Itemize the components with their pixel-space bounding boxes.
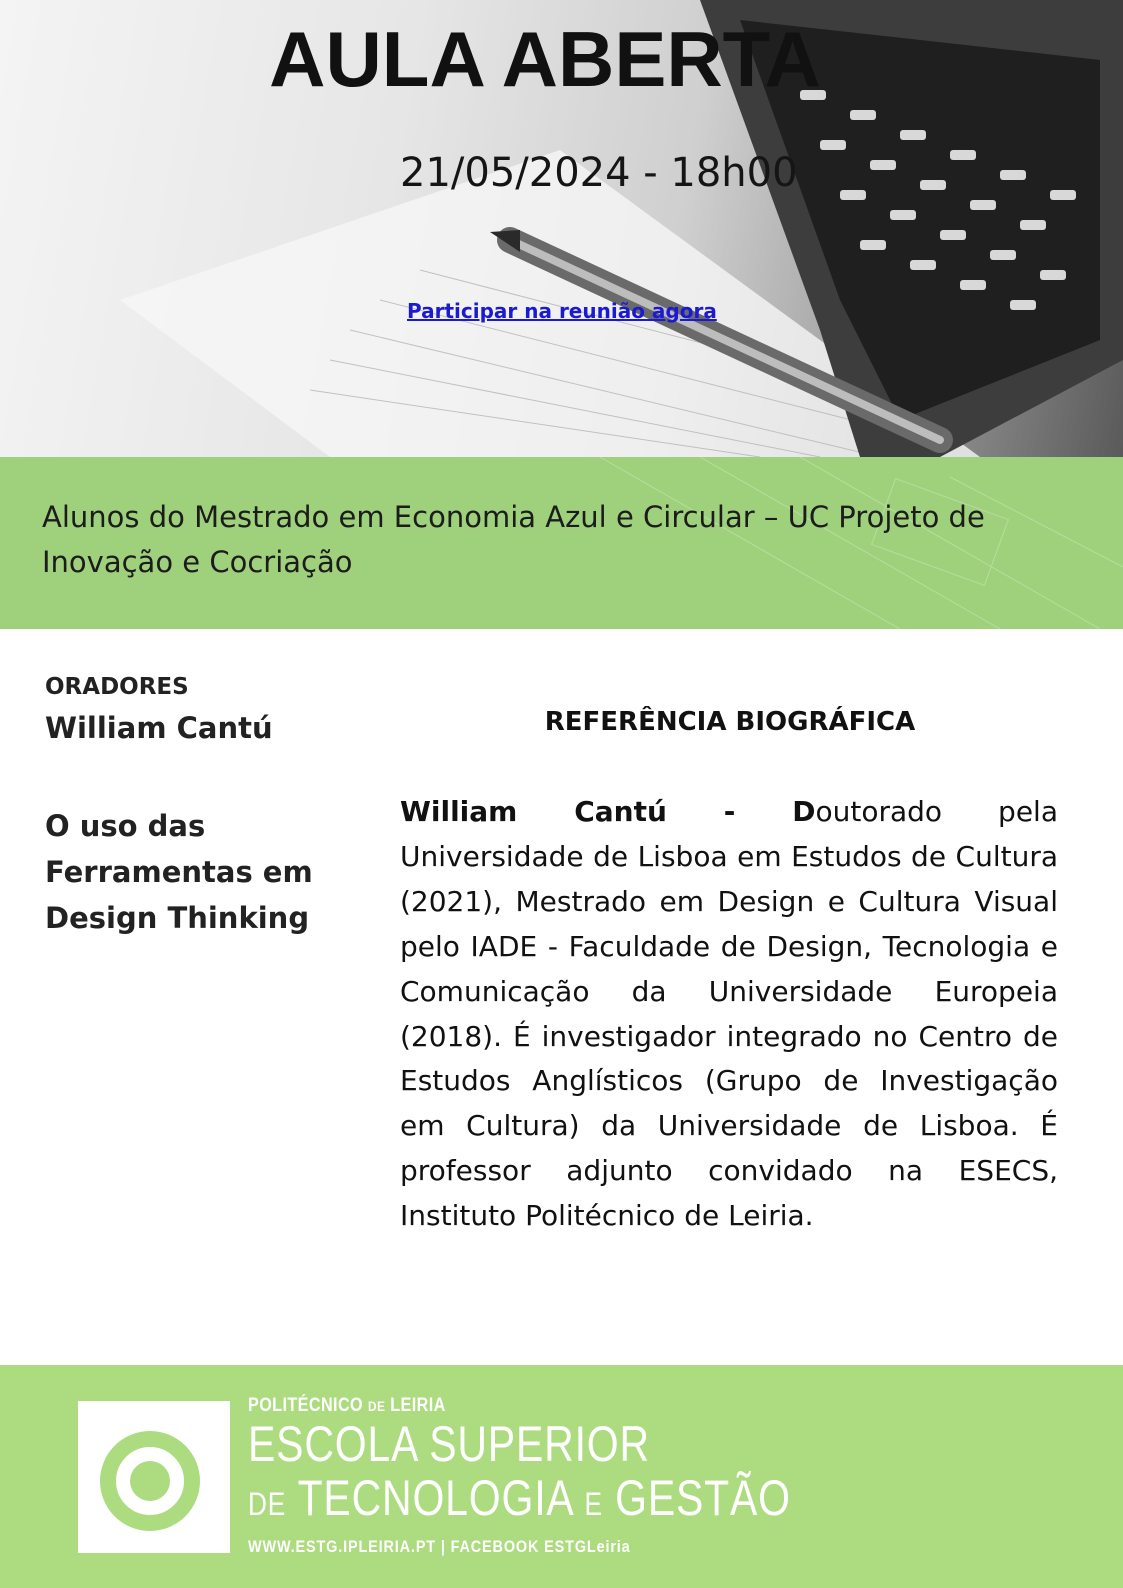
footer <box>0 1365 1123 1588</box>
speaker-name: William Cantú <box>45 711 273 745</box>
school-line2-prefix: DE <box>248 1486 287 1522</box>
estg-logo <box>78 1401 230 1553</box>
audience-band <box>0 457 1123 629</box>
audience-description: Alunos do Mestrado em Economia Azul e Circular – UC Projeto de Inovação e Cocriação <box>42 500 985 579</box>
contact-info: WWW.ESTG.IPLEIRIA.PT | FACEBOOK ESTGLeiria <box>248 1537 631 1556</box>
school-line2-tecnologia: TECNOLOGIA <box>297 1470 573 1526</box>
school-identity <box>248 1395 910 1557</box>
institution-main: POLITÉCNICO <box>248 1395 364 1416</box>
join-meeting-link[interactable]: Participar na reunião agora <box>407 299 717 323</box>
eye-logo-icon <box>78 1401 230 1553</box>
school-line2-connector: E <box>584 1486 603 1522</box>
talk-title: O uso das Ferramentas em Design Thinking <box>45 809 313 935</box>
bio-name: William Cantú - D <box>400 795 816 828</box>
school-name-line1: ESCOLA SUPERIOR <box>248 1416 650 1472</box>
bio-body: outorado pela Universidade de Lisboa em Estudos de Cultura (2021), Mestrado em Design e Cultura Visual pelo IADE - Faculdade de Design, Tecnologia e Comunicação da Universidade Europeia (2018). É investigador integrado no Centro de Estudos Anglísticos (Grupo de Investigação em Cultura) da Universidade de Lisboa. É professor adjunto convidado na ESECS, Instituto Politécnico de Leiria. <box>400 795 1058 1233</box>
institution-connector: DE <box>367 1398 386 1414</box>
bio-text <box>400 790 1058 1239</box>
speakers-label: ORADORES <box>45 674 189 700</box>
institution-city: LEIRIA <box>390 1395 446 1416</box>
event-datetime: 21/05/2024 - 18h00 <box>400 150 798 196</box>
school-name-line2 <box>248 1471 791 1531</box>
header-banner <box>0 0 1123 457</box>
school-line2-gestao: GESTÃO <box>615 1470 791 1526</box>
event-title: AULA ABERTA <box>269 15 821 103</box>
institution-name <box>248 1395 811 1417</box>
bio-heading: REFERÊNCIA BIOGRÁFICA <box>544 707 916 737</box>
